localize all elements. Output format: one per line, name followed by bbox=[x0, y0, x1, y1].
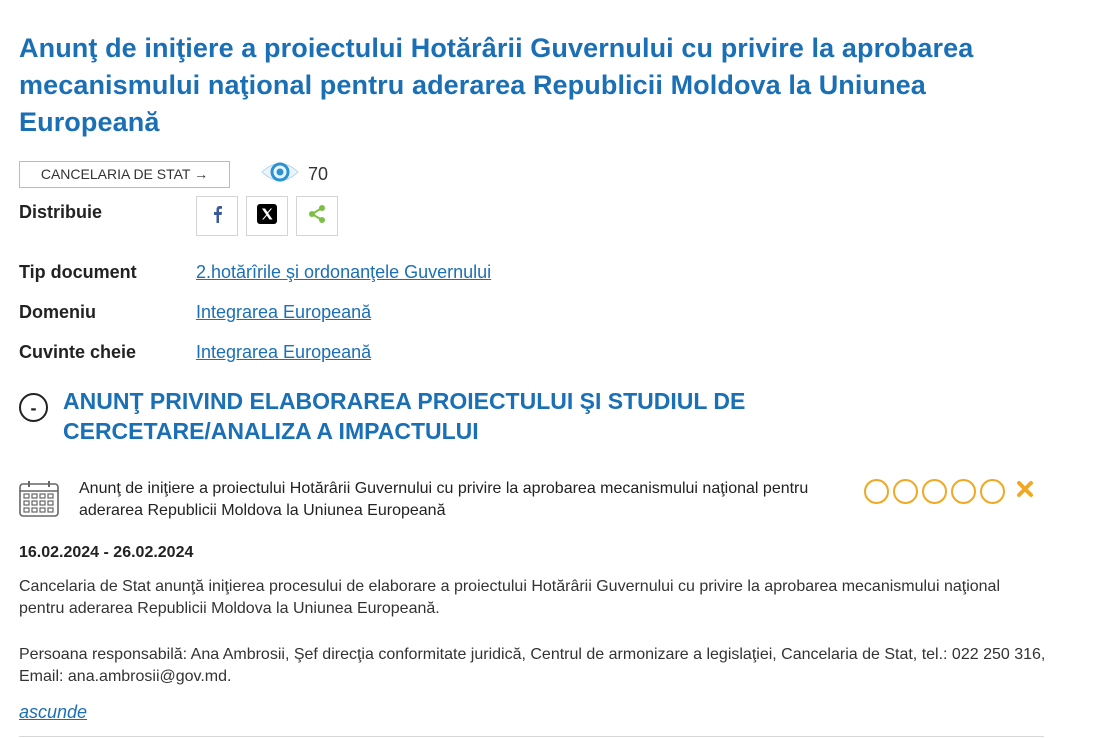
generic-share-button[interactable] bbox=[296, 196, 338, 236]
rating-star-4[interactable] bbox=[951, 479, 976, 504]
field-label: Tip document bbox=[19, 262, 137, 282]
rating-star-5[interactable] bbox=[980, 479, 1005, 504]
page-title: Anunţ de iniţiere a proiectului Hotărârii Guvernului cu privire la aprobarea mecanismului naţional pentru aderarea Republicii Moldova la Uniunea Europeană bbox=[19, 33, 974, 137]
facebook-share-button[interactable] bbox=[196, 196, 238, 236]
agency-button[interactable]: CANCELARIA DE STAT → bbox=[19, 161, 230, 188]
calendar-icon bbox=[19, 480, 59, 523]
x-twitter-icon bbox=[257, 204, 277, 229]
section-title: ANUNŢ PRIVIND ELABORAREA PROIECTULUI ŞI STUDIUL DE CERCETARE/ANALIZA A IMPACTULUI bbox=[63, 388, 746, 444]
announcement-contact: Persoana responsabilă: Ana Ambrosii, Şef direcţia conformitate juridică, Centrul de armonizare a legislaţiei, Cancelaria de Stat, tel.: 022 250 316, Email: ana.ambrosii@gov.md. bbox=[19, 646, 1046, 685]
announcement-dates: 16.02.2024 - 26.02.2024 bbox=[19, 544, 194, 561]
field-label: Domeniu bbox=[19, 302, 97, 322]
field-link-tip-document[interactable]: 2.hotărîrile şi ordonanţele Guvernului bbox=[196, 262, 492, 282]
announcement-title: Anunţ de iniţiere a proiectului Hotărârii Guvernului cu privire la aprobarea mecanismului naţional pentru aderarea Republicii Moldova la Uniunea Europeană bbox=[79, 480, 809, 519]
field-label: Cuvinte cheie bbox=[19, 342, 137, 362]
views-counter bbox=[260, 159, 328, 190]
rating-star-3[interactable] bbox=[922, 479, 947, 504]
field-link-domeniu[interactable]: Integrarea Europeană bbox=[196, 302, 372, 322]
views-count: 70 bbox=[308, 163, 329, 184]
bottom-divider bbox=[19, 736, 1044, 737]
meta-row bbox=[19, 160, 328, 188]
share-icon bbox=[307, 204, 327, 229]
rating-star-1[interactable] bbox=[864, 479, 889, 504]
rating-star-2[interactable] bbox=[893, 479, 918, 504]
close-icon[interactable] bbox=[1015, 479, 1035, 504]
eye-icon bbox=[260, 159, 300, 190]
field-link-cuvinte-cheie[interactable]: Integrarea Europeană bbox=[196, 342, 372, 362]
announcement-page bbox=[19, 0, 1049, 722]
x-share-button[interactable] bbox=[246, 196, 288, 236]
field-cuvinte-cheie bbox=[19, 342, 371, 363]
field-domeniu bbox=[19, 302, 371, 323]
announcement-body: Cancelaria de Stat anunţă iniţierea procesului de elaborare a proiectului Hotărârii Guvernului cu privire la aprobarea mecanismului naţional pentru aderarea Republicii Moldova la Uniunea Europeană. bbox=[19, 578, 1000, 617]
share-label: Distribuie bbox=[19, 202, 103, 222]
hide-link[interactable]: ascunde bbox=[19, 702, 88, 722]
facebook-icon bbox=[210, 205, 224, 228]
share-row bbox=[19, 196, 346, 236]
field-tip-document bbox=[19, 262, 491, 283]
star-rating-icon[interactable] bbox=[864, 479, 1035, 504]
collapse-toggle[interactable]: - bbox=[19, 393, 48, 422]
section-header bbox=[19, 386, 883, 446]
